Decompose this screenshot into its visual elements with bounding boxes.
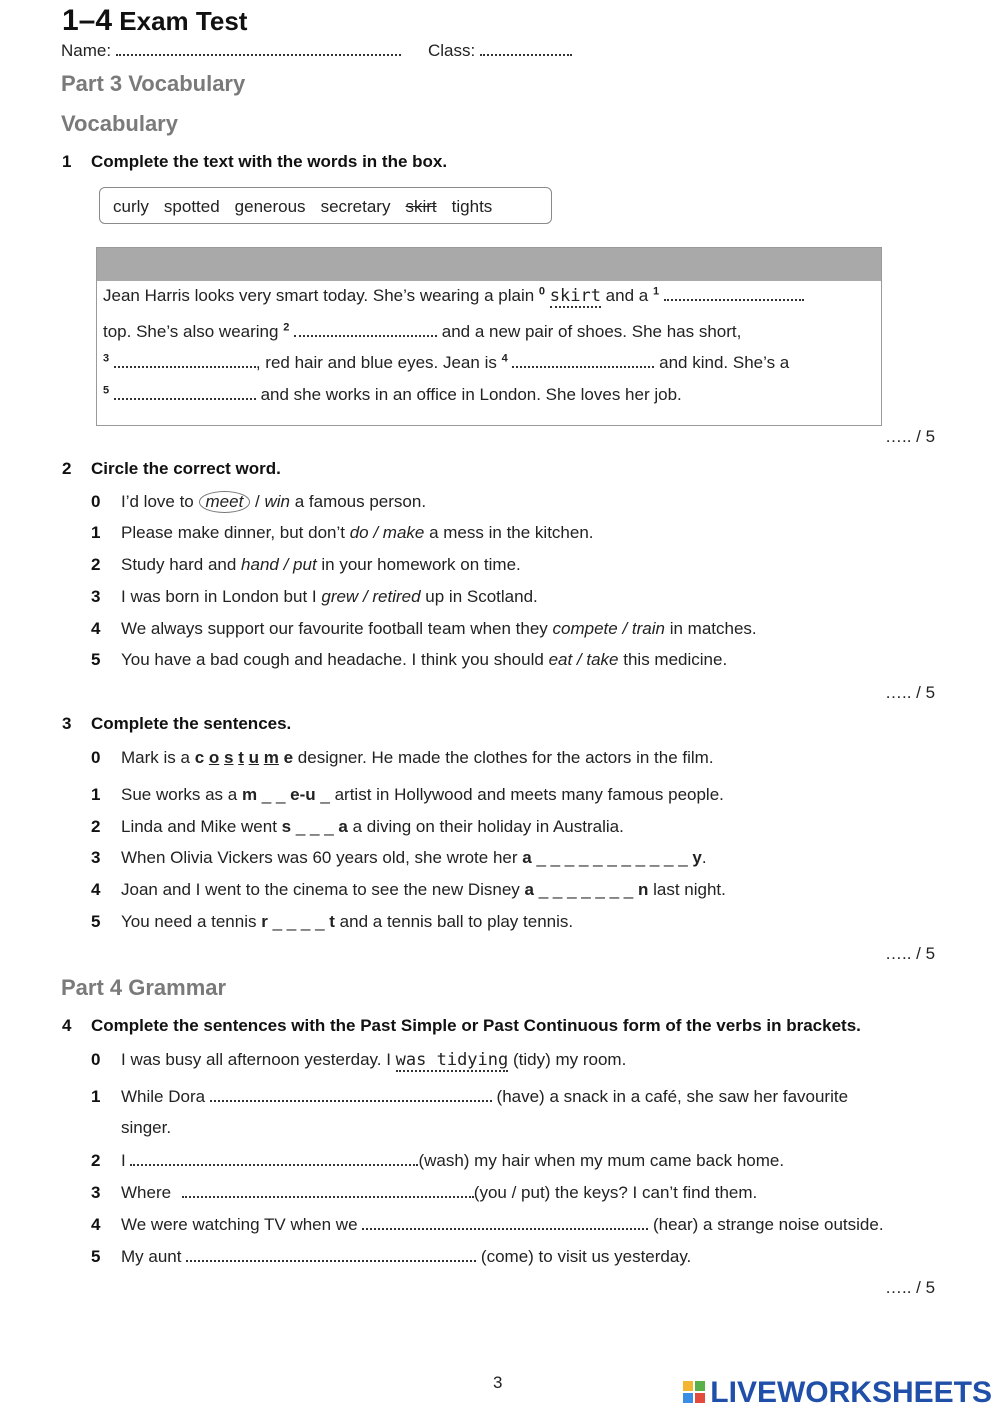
text-segment: and a tennis ball to play tennis. [334, 912, 574, 931]
separator: / [617, 619, 632, 638]
item-number: 0 [91, 492, 101, 511]
text-segment: I [121, 1151, 131, 1170]
text-segment: in matches. [664, 619, 757, 638]
text-box-header-band [97, 248, 881, 281]
page-number: 3 [493, 1373, 503, 1392]
text-segment: a famous person. [289, 492, 427, 511]
text-segment: this medicine. [618, 650, 728, 669]
filled-letter: u [248, 748, 260, 767]
gap-5-field[interactable] [114, 384, 256, 400]
liveworksheets-icon [683, 1381, 707, 1405]
ex4-item [91, 1150, 784, 1171]
given-letter: r [261, 912, 268, 931]
option-1[interactable]: compete [552, 619, 618, 638]
name-row [61, 40, 401, 61]
text-segment: artist in Hollywood and meets many famous people. [334, 785, 724, 804]
ex1-line-4 [103, 384, 682, 405]
part4-heading: Part 4 Grammar [61, 975, 227, 1000]
text-segment: in your homework on time. [316, 555, 521, 574]
filled-letter: m [263, 748, 279, 767]
ex2-instruction [62, 459, 281, 479]
option-1[interactable]: hand [241, 555, 279, 574]
text-segment: Linda and Mike went [121, 817, 282, 836]
letter-gap[interactable]: _ _ _ _ [267, 912, 330, 931]
given-letter: t [329, 912, 335, 931]
option-1[interactable]: do [349, 523, 369, 542]
ex1-line-1 [103, 285, 804, 306]
letter-gap[interactable]: _ _ _ _ _ _ _ [534, 880, 638, 899]
gap-number: 0 [538, 285, 546, 298]
ex3-score: ….. / 5 [885, 944, 936, 963]
text-segment: Where [121, 1183, 176, 1202]
text-segment: I’d love to [121, 492, 199, 511]
ex4-number: 4 [62, 1016, 72, 1035]
text-segment: (tidy) my room. [508, 1050, 627, 1069]
separator: / [278, 555, 294, 574]
text-segment: a diving on their holiday in Australia. [347, 817, 624, 836]
ex4-item [91, 1246, 691, 1267]
text-segment: We always support our favourite football team when they [121, 619, 553, 638]
option-2[interactable]: train [631, 619, 665, 638]
part3-heading: Part 3 Vocabulary [61, 71, 246, 96]
item-number: 1 [91, 523, 101, 542]
item-number: 3 [91, 1183, 101, 1202]
text-segment: Study hard and [121, 555, 242, 574]
text-segment: , red hair and blue eyes. Jean is [255, 353, 502, 372]
text-segment: and a new pair of shoes. She has short, [437, 322, 742, 341]
class-field[interactable] [480, 40, 572, 56]
ex3-item [91, 880, 726, 900]
text-segment: You have a bad cough and headache. I think you should [121, 650, 549, 669]
item-number: 1 [91, 785, 101, 804]
ex4-item [91, 1214, 884, 1235]
gap-number: 4 [501, 352, 508, 365]
text-segment: (come) to visit us yesterday. [476, 1247, 692, 1266]
class-row [428, 40, 572, 61]
ex4-item [91, 1086, 848, 1107]
item-number: 2 [91, 817, 101, 836]
ex3-item [91, 912, 573, 932]
page-title [62, 4, 247, 38]
title-number: 1–4 [62, 4, 113, 37]
separator: / [358, 587, 373, 606]
ex2-item [91, 555, 521, 575]
letter-gap[interactable]: _ _ _ _ _ _ _ _ _ _ _ [531, 848, 693, 867]
separator: / [572, 650, 587, 669]
filled-letter: o [208, 748, 220, 767]
text-segment: You need a tennis [121, 912, 262, 931]
vocabulary-subheading: Vocabulary [61, 111, 178, 136]
letter-gap[interactable]: _ _ [257, 785, 291, 804]
text-segment: I was busy all afternoon yesterday. I [121, 1050, 396, 1069]
ex4-item [91, 1182, 757, 1203]
gap-number: 3 [103, 352, 110, 365]
ex3-item [91, 817, 624, 837]
answer-field[interactable] [130, 1150, 418, 1166]
answer-field[interactable] [362, 1214, 648, 1230]
option-1[interactable]: eat [548, 650, 573, 669]
ex2-item [91, 523, 594, 543]
text-segment: (have) a snack in a café, she saw her favourite [491, 1087, 849, 1106]
given-letter: a [338, 817, 348, 836]
word-box-item: spotted [163, 197, 220, 216]
text-segment: and she works in an office in London. She loves her job. [255, 385, 682, 404]
gap-number: 2 [283, 321, 290, 334]
option-2[interactable]: retired [372, 587, 421, 606]
letter-gap[interactable]: _ _ _ [291, 817, 339, 836]
text-segment: and a [600, 286, 653, 305]
ex1-line-2 [103, 321, 741, 342]
item-number: 4 [91, 619, 101, 638]
ex2-instruction-text: Circle the correct word. [91, 459, 281, 478]
ex3-number: 3 [62, 714, 72, 733]
text-segment: Mark is a [121, 748, 195, 767]
text-segment: Please make dinner, but don’t [121, 523, 350, 542]
text-segment: last night. [648, 880, 726, 899]
text-segment: When Olivia Vickers was 60 years old, she wrote her [121, 848, 523, 867]
text-segment: and kind. She’s a [654, 353, 790, 372]
ex2-number: 2 [62, 459, 72, 478]
answer-field[interactable] [210, 1086, 492, 1102]
item-number: 0 [91, 748, 101, 767]
text-segment: up in Scotland. [420, 587, 538, 606]
word-box-item: secretary [320, 197, 391, 216]
text-segment: We were watching TV when we [121, 1215, 363, 1234]
title-text: Exam Test [119, 6, 248, 36]
option-2[interactable]: win [264, 492, 290, 511]
word-box-item: curly [113, 197, 149, 216]
item-number: 1 [91, 1087, 101, 1106]
text-segment: top. She’s also wearing [103, 322, 284, 341]
text-segment: Sue works as a [121, 785, 242, 804]
given-letter: a [522, 848, 532, 867]
option-2[interactable]: make [382, 523, 425, 542]
circled-option[interactable] [199, 491, 251, 513]
given-letter: m [241, 785, 258, 804]
ex3-instruction-text: Complete the sentences. [91, 714, 292, 733]
ex4-item-continuation: singer. [121, 1118, 172, 1137]
text-segment: Jean Harris looks very smart today. She’s wearing a plain [103, 286, 539, 305]
item-number: 3 [91, 587, 101, 606]
brand-logo[interactable] [683, 1376, 992, 1410]
item-number: 3 [91, 848, 101, 867]
gap-1-field[interactable] [664, 285, 804, 301]
example-answer: was tidying [395, 1050, 509, 1070]
ex1-instruction [62, 152, 447, 172]
option-2[interactable]: take [586, 650, 619, 669]
given-letter: e-u [290, 785, 316, 804]
given-letter: s [281, 817, 292, 836]
text-segment: (wash) my hair when my mum came back home. [418, 1151, 785, 1170]
given-letter: e [283, 748, 294, 767]
separator: / [368, 523, 383, 542]
option-1: meet [205, 492, 244, 511]
ex2-item [91, 491, 426, 513]
answer-field[interactable] [182, 1182, 474, 1198]
name-field[interactable] [116, 40, 401, 56]
text-segment: I was born in London but I [121, 587, 322, 606]
text-segment: (hear) a strange noise outside. [648, 1215, 884, 1234]
ex1-instruction-text: Complete the text with the words in the box. [91, 152, 448, 171]
item-number: 5 [91, 1247, 101, 1266]
word-box-item: tights [451, 197, 493, 216]
item-number: 5 [91, 912, 101, 931]
word-box [99, 187, 552, 224]
text-segment: My aunt [121, 1247, 187, 1266]
ex2-score: ….. / 5 [885, 683, 936, 702]
brand-name: LIVEWORKSHEETS [710, 1376, 992, 1409]
class-label: Class: [428, 41, 476, 60]
ex3-instruction [62, 714, 291, 734]
gap-number: 1 [652, 285, 660, 298]
filled-letter: s [224, 748, 234, 767]
item-number: 2 [91, 555, 101, 574]
ex1-score: ….. / 5 [885, 427, 936, 446]
text-segment: . [701, 848, 707, 867]
text-segment: While Dora [121, 1087, 210, 1106]
given-letter: a [524, 880, 534, 899]
item-number: 0 [91, 1050, 101, 1069]
ex1-number: 1 [62, 152, 72, 171]
given-letter: c [194, 748, 205, 767]
item-number: 4 [91, 880, 101, 899]
ex4-instruction [62, 1016, 861, 1036]
word-box-item-struck: skirt [405, 197, 437, 216]
text-segment: (you / put) the keys? I can’t find them. [473, 1183, 758, 1202]
gap-number: 5 [103, 384, 110, 397]
answer-field[interactable] [186, 1246, 476, 1262]
given-letter: y [692, 848, 702, 867]
item-number: 2 [91, 1151, 101, 1170]
ex3-item [91, 848, 707, 868]
text-segment: designer. He made the clothes for the actors in the film. [293, 748, 714, 767]
word-box-item: generous [234, 197, 306, 216]
ex2-item [91, 587, 538, 607]
ex1-line-3 [103, 352, 789, 373]
ex3-item [91, 785, 724, 805]
gap-4-field[interactable] [512, 352, 654, 368]
separator: / [250, 492, 265, 511]
ex4-instruction-text: Complete the sentences with the Past Simple or Past Continuous form of the verbs in brackets. [91, 1016, 861, 1035]
ex3-item [91, 748, 714, 768]
letter-gap[interactable]: _ [315, 785, 335, 804]
text-segment: a mess in the kitchen. [424, 523, 594, 542]
gap-2-field[interactable] [294, 321, 437, 337]
ex2-item [91, 650, 727, 670]
name-label: Name: [61, 41, 112, 60]
ex4-score: ….. / 5 [885, 1278, 936, 1297]
ex2-item [91, 619, 757, 639]
ex1-text-box [96, 247, 882, 426]
example-answer: skirt [549, 286, 601, 306]
item-number: 4 [91, 1215, 101, 1234]
ex4-item [91, 1050, 626, 1070]
option-1[interactable]: grew [321, 587, 359, 606]
gap-3-field[interactable] [114, 352, 256, 368]
text-segment: Joan and I went to the cinema to see the new Disney [121, 880, 525, 899]
given-letter: n [637, 880, 649, 899]
item-number: 5 [91, 650, 101, 669]
filled-letter: t [238, 748, 244, 767]
option-2[interactable]: put [293, 555, 317, 574]
